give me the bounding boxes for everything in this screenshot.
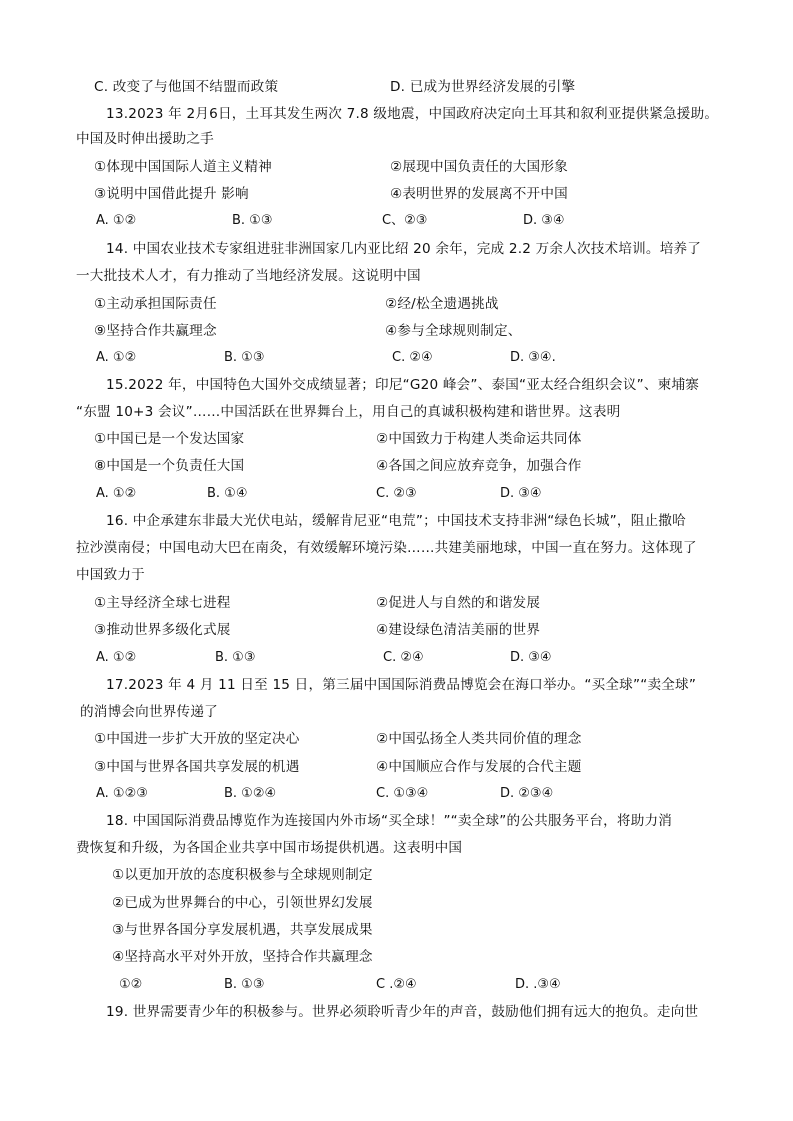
q13-choice-c: C、②③: [382, 213, 428, 228]
q14-stem-cont: 一大批技术人才，有力推动了当地经济发展。这说明中国: [76, 268, 421, 284]
q16-stem-cont: 拉沙漠南侵；中国电动大巴在南灸，有效缓解环境污染……共建美丽地球，中国一直在努力。这体现了: [76, 540, 697, 556]
q12-option-d: D. 已成为世界经济发展的引擎: [390, 79, 576, 95]
q14-item-4: ④参与全球规则制定、: [385, 323, 522, 339]
q13-stem: 13.2023 年 2月6日，土耳其发生两次 7.8 级地震，中国政府决定向土耳其和叙利亚提供紧急援助。: [106, 106, 719, 122]
q13-stem-cont: 中国及时伸出援助之手: [76, 131, 214, 147]
q14-item-1: ①主动承担国际责任: [94, 296, 217, 312]
q18-choice-a: ①②: [119, 977, 143, 992]
q13-item-2: ②展现中国负责任的大国形象: [390, 159, 568, 175]
q15-item-3: ⑧中国是一个负责任大国: [94, 458, 245, 474]
q17-item-2: ②中国弘扬全人类共同价值的理念: [376, 731, 582, 747]
q13-item-3: ③说明中国借此提升 影响: [94, 186, 249, 202]
q17-stem-cont: 的消博会向世界传递了: [80, 704, 218, 720]
q17-choice-d: D. ②③④: [500, 786, 554, 801]
q17-item-3: ③中国与世界各国共享发展的机遇: [94, 759, 300, 775]
q16-stem: 16. 中企承建东非最大光伏电站，缓解肯尼亚“电荒”；中国技术支持非洲“绿色长城”，阻止撒哈: [106, 513, 686, 529]
q18-choice-b: B. ①③: [224, 977, 265, 992]
q18-stem: 18. 中国国际消费品博览作为连接国内外市场“买全球！”“卖全球”的公共服务平台，将助力消: [106, 813, 673, 829]
q14-choice-d: D. ③④.: [510, 350, 556, 365]
q16-choice-a: A. ①②: [96, 650, 137, 665]
q14-stem: 14. 中国农业技术专家组进驻非洲国家几内亚比绍 20 余年，完成 2.2 万余人次技术培训。培养了: [106, 241, 702, 257]
q15-item-2: ②中国致力于构建人类命运共同体: [376, 431, 582, 447]
q12-option-c: C. 改变了与他国不结盟而政策: [94, 79, 279, 95]
q16-stem-cont-2: 中国致力于: [76, 567, 145, 583]
q16-item-1: ①主导经济全球七进程: [94, 595, 231, 611]
q19-stem: 19. 世界需要青少年的积极参与。世界必须聆听青少年的声音，鼓励他们拥有远大的抱负。走向世: [106, 1004, 699, 1020]
q13-choice-b: B. ①③: [232, 213, 273, 228]
q14-choice-c: C. ②④: [392, 350, 433, 365]
q15-choice-d: D. ③④: [500, 486, 542, 501]
q18-item-2: ②已成为世界舞台的中心，引领世界幻发展: [112, 895, 373, 911]
q15-choice-c: C. ②③: [376, 486, 417, 501]
q14-choice-a: A. ①②: [96, 350, 137, 365]
q17-item-1: ①中国进一步扩大开放的坚定决心: [94, 731, 300, 747]
q18-choice-d: D. .③④: [515, 977, 561, 992]
q14-item-2: ②经/松全遗遇挑战: [385, 296, 499, 312]
q13-choice-a: A. ①②: [96, 213, 137, 228]
q13-item-1: ①体现中国国际人道主义精神: [94, 159, 272, 175]
q18-stem-cont: 费恢复和升级，为各国企业共享中国市场提供机遇。这表明中国: [76, 840, 463, 856]
q18-item-4: ④坚持高水平对外开放，坚持合作共赢理念: [112, 949, 373, 965]
q16-choice-c: C. ②④: [383, 650, 424, 665]
q17-choice-a: A. ①②③: [96, 786, 148, 801]
q13-item-4: ④表明世界的发展离不开中国: [390, 186, 568, 202]
q17-stem: 17.2023 年 4 月 11 日至 15 日，第三届中国国际消费品博览会在海口举办。“买全球”“卖全球”: [106, 677, 697, 693]
q17-item-4: ④中国顺应合作与发展的合代主题: [376, 759, 582, 775]
q18-choice-c: C .②④: [376, 977, 417, 992]
q14-choice-b: B. ①③: [224, 350, 265, 365]
q15-item-1: ①中国已是一个发达国家: [94, 431, 245, 447]
q16-choice-b: B. ①③: [215, 650, 256, 665]
q15-choice-b: B. ①④: [207, 486, 248, 501]
q16-item-4: ④建设绿色清洁美丽的世界: [376, 622, 541, 638]
q17-choice-b: B. ①②④: [224, 786, 277, 801]
q16-choice-d: D. ③④: [510, 650, 552, 665]
q17-choice-c: C. ①③④: [376, 786, 429, 801]
q15-stem: 15.2022 年，中国特色大国外交成绩显著；印尼“G20 峰会”、泰国“亚太经合组织会议”、柬埔寨: [106, 377, 700, 393]
q18-item-1: ①以更加开放的态度积极参与全球规则制定: [112, 867, 373, 883]
q16-item-2: ②促进人与自然的和谐发展: [376, 595, 541, 611]
q14-item-3: ⑨坚持合作共赢理念: [94, 323, 217, 339]
q13-choice-d: D. ③④: [523, 213, 565, 228]
q15-choice-a: A. ①②: [96, 486, 137, 501]
q16-item-3: ③推动世界多级化式展: [94, 622, 231, 638]
q15-stem-cont: “东盟 10+3 会议”……中国活跃在世界舞台上，用自己的真诚积极构建和谐世界。这表明: [76, 404, 621, 420]
q15-item-4: ④各国之间应放弃竞争，加强合作: [376, 458, 582, 474]
q18-item-3: ③与世界各国分享发展机遇，共享发展成果: [112, 922, 373, 938]
